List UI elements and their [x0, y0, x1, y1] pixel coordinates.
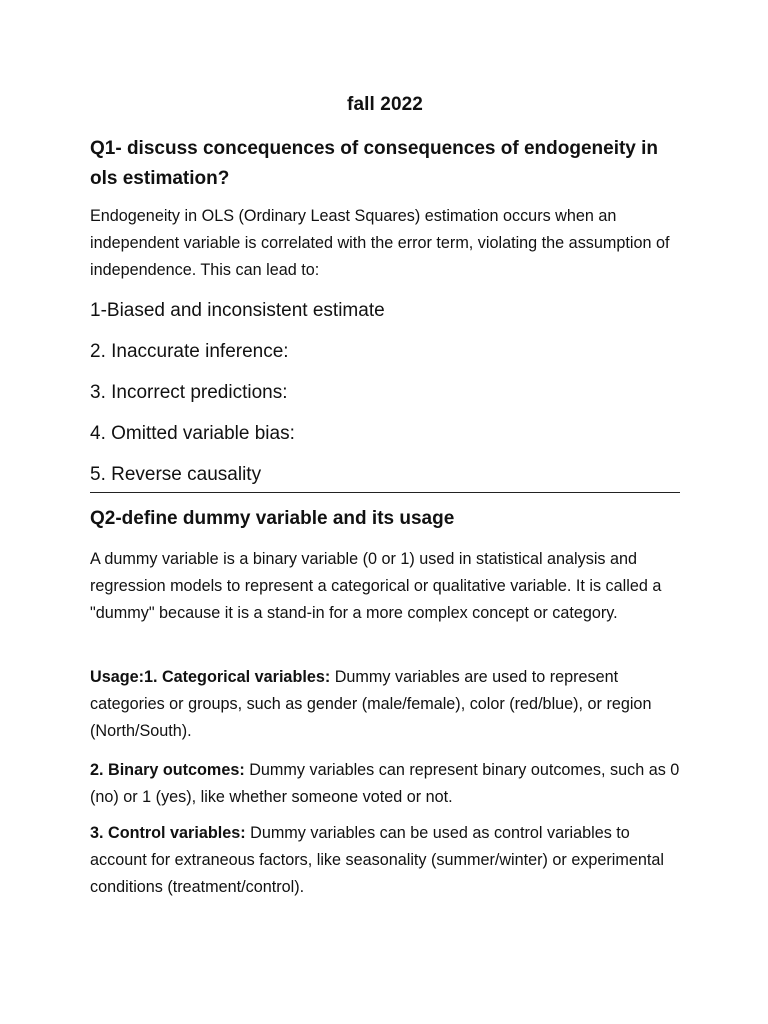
page-title: fall 2022	[347, 94, 423, 115]
question-2-heading: Q2-define dummy variable and its usage	[90, 508, 455, 529]
consequence-item-4: 4. Omitted variable bias:	[90, 423, 295, 444]
section-divider	[90, 492, 680, 493]
usage-label-1: Usage:1. Categorical variables:	[90, 668, 331, 686]
usage-label-3: 3. Control variables:	[90, 824, 246, 842]
consequence-item-3: 3. Incorrect predictions:	[90, 382, 288, 403]
consequence-item-1: 1-Biased and inconsistent estimate	[90, 300, 385, 321]
usage-text-2: Dummy variables can represent binary outcomes, such as 0 (no) or 1 (yes), like whether someone voted or not.	[90, 761, 680, 806]
consequence-item-5: 5. Reverse causality	[90, 464, 262, 485]
usage-paragraph-2	[90, 757, 680, 811]
consequence-item-2: 2. Inaccurate inference:	[90, 341, 289, 362]
usage-text-1: Dummy variables are used to represent categories or groups, such as gender (male/female), color (red/blue), or region (North/South).	[90, 668, 652, 740]
question-1-answer: Endogeneity in OLS (Ordinary Least Squares) estimation occurs when an independent variable is correlated with the error term, violating the assumption of independence. This can lead to:	[90, 207, 670, 279]
usage-paragraph-3	[90, 820, 680, 901]
question-1-heading: Q1- discuss concequences of consequences of endogeneity in ols estimation?	[90, 138, 659, 189]
usage-paragraph-1	[90, 664, 680, 745]
question-2-answer: A dummy variable is a binary variable (0 or 1) used in statistical analysis and regression models to represent a categorical or qualitative variable. It is called a "dummy" because it is a stand-in for a more complex concept or category.	[90, 550, 662, 622]
usage-text-3: Dummy variables can be used as control variables to account for extraneous factors, like seasonality (summer/winter) or experimental conditions (treatment/control).	[90, 824, 664, 896]
usage-label-2: 2. Binary outcomes:	[90, 761, 245, 779]
